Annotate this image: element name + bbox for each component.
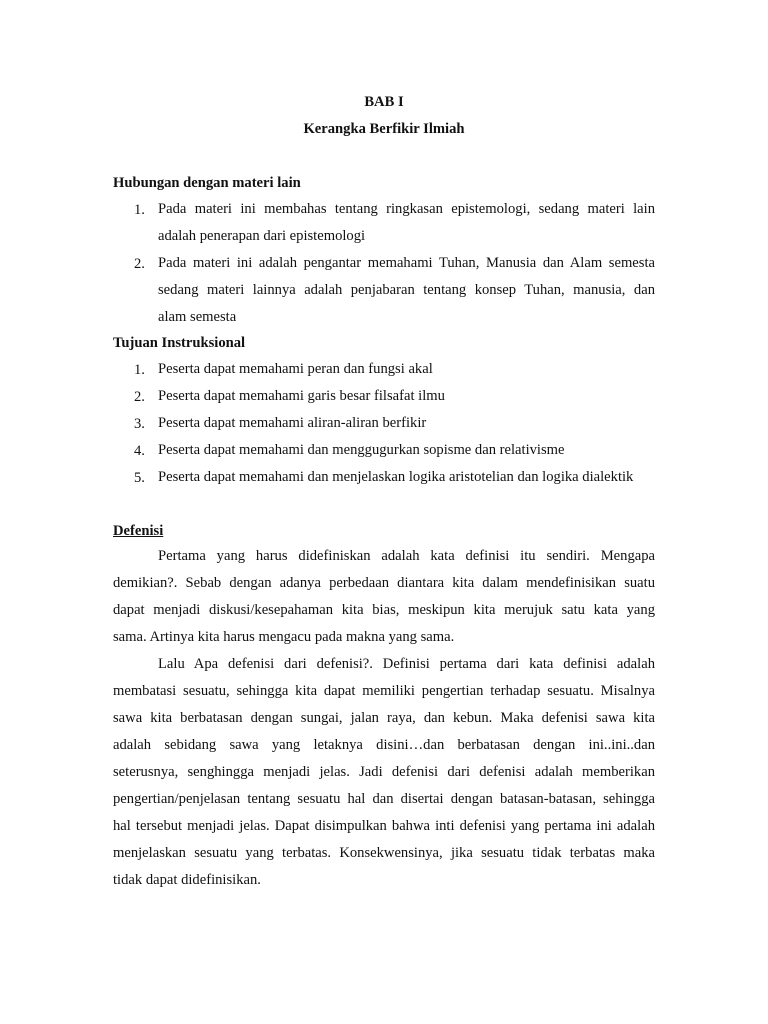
list-item-line: Pada materi ini membahas tentang ringkasan epistemologi, sedang materi lain [158, 201, 655, 217]
paragraph-line: Lalu Apa defenisi dari defenisi?. Definisi pertama dari kata definisi adalah [158, 656, 655, 672]
paragraph-line: tidak dapat didefinisikan. [113, 872, 261, 888]
list-number: 5. [134, 470, 145, 486]
paragraph-line: pengertian/penjelasan tentang sesuatu hal dan disertai dengan batasan-batasan, sehingga [113, 791, 655, 807]
list-number: 1. [134, 362, 145, 378]
paragraph-line: membatasi sesuatu, sehingga kita dapat memiliki pengertian terhadap sesuatu. Misalnya [113, 683, 655, 699]
chapter-number: BAB I [364, 94, 404, 110]
list-item-text: Peserta dapat memahami garis besar filsafat ilmu [158, 388, 445, 404]
list-item-text: Peserta dapat memahami peran dan fungsi akal [158, 361, 433, 377]
paragraph-line: hal tersebut menjadi jelas. Dapat disimpulkan bahwa inti defenisi yang pertama ini adalah [113, 818, 655, 834]
list-item-text: Peserta dapat memahami aliran-aliran berfikir [158, 415, 427, 431]
paragraph-line: Pertama yang harus didefiniskan adalah kata definisi itu sendiri. Mengapa [158, 548, 655, 564]
section-heading-tujuan: Tujuan Instruksional [113, 335, 246, 351]
section-heading-hubungan: Hubungan dengan materi lain [113, 175, 301, 191]
paragraph-line: adalah sebidang sawa yang letaknya disini…dan berbatasan dengan ini..ini..dan [113, 737, 655, 753]
list-item-text: Peserta dapat memahami dan menggugurkan sopisme dan relativisme [158, 442, 565, 458]
list-number: 2. [134, 256, 145, 272]
paragraph-line: dapat menjadi diskusi/kesepahaman kita bias, meskipun kita merujuk satu kata yang [113, 602, 655, 618]
paragraph-line: menjelaskan sesuatu yang terbatas. Konsekwensinya, jika sesuatu tidak terbatas maka [113, 845, 655, 861]
paragraph-line: demikian?. Sebab dengan adanya perbedaan diantara kita dalam mendefinisikan suatu [113, 575, 655, 591]
list-number: 1. [134, 202, 145, 218]
list-item-line: adalah penerapan dari epistemologi [158, 228, 366, 244]
list-item-line: Pada materi ini adalah pengantar memahami Tuhan, Manusia dan Alam semesta [158, 255, 655, 271]
chapter-title: Kerangka Berfikir Ilmiah [303, 121, 465, 137]
paragraph-line: seterusnya, senghingga menjadi jelas. Jadi defenisi dari defenisi adalah memberikan [113, 764, 655, 780]
section-heading-defenisi: Defenisi [113, 523, 164, 539]
list-item-text: Peserta dapat memahami dan menjelaskan logika aristotelian dan logika dialektik [158, 469, 634, 485]
list-item-line: sedang materi lainnya adalah penjabaran tentang konsep Tuhan, manusia, dan [158, 282, 655, 298]
list-number: 2. [134, 389, 145, 405]
paragraph-line: sama. Artinya kita harus mengacu pada makna yang sama. [113, 629, 455, 645]
paragraph-line: sawa kita berbatasan dengan sungai, jalan raya, dan kebun. Maka defenisi sawa kita [113, 710, 655, 726]
list-item-line: alam semesta [158, 309, 237, 325]
list-number: 4. [134, 443, 145, 459]
list-number: 3. [134, 416, 145, 432]
